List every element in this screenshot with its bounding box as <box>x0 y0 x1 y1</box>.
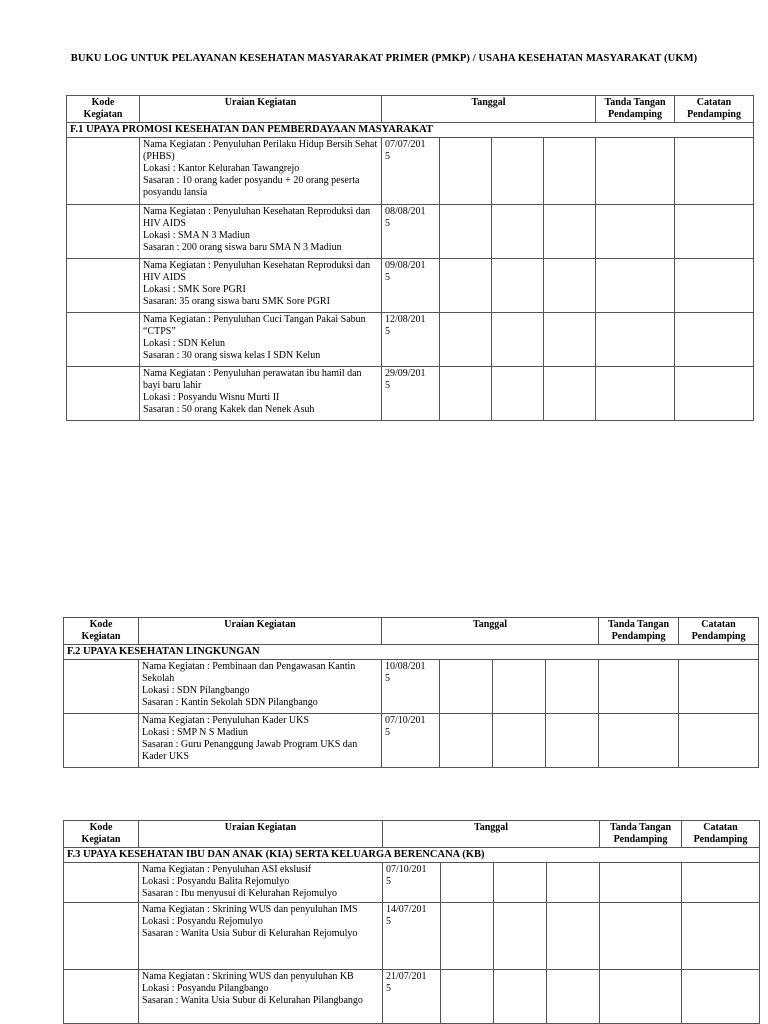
section-title: F.1 UPAYA PROMOSI KESEHATAN DAN PEMBERDAYAAN MASYARAKAT <box>67 123 754 138</box>
empty-cell <box>440 660 493 714</box>
desc-cell: Nama Kegiatan : Penyuluhan Perilaku Hidup Bersih Sehat (PHBS) Lokasi : Kantor Kelurahan Tawangrejo Sasaran : 10 orang kader posyandu + 20 orang peserta posyandu lansia <box>140 138 382 205</box>
notes-cell <box>682 970 760 1024</box>
date-cell: 21/07/201 5 <box>383 970 441 1024</box>
log-table-f1 <box>66 95 754 421</box>
date-cell: 10/08/201 5 <box>382 660 440 714</box>
kode-cell <box>67 205 140 259</box>
header-row <box>64 618 759 645</box>
empty-cell <box>441 903 494 970</box>
header-catatan: Catatan Pendamping <box>679 618 759 645</box>
table-row <box>67 367 754 421</box>
notes-cell <box>675 259 754 313</box>
signature-cell <box>596 313 675 367</box>
empty-cell <box>544 367 596 421</box>
signature-cell <box>596 367 675 421</box>
section-row <box>67 123 754 138</box>
header-row <box>67 96 754 123</box>
table-row <box>64 660 759 714</box>
table-row <box>64 863 760 903</box>
notes-cell <box>679 714 759 768</box>
desc-cell: Nama Kegiatan : Penyuluhan perawatan ibu hamil dan bayi baru lahir Lokasi : Posyandu Wisnu Murti II Sasaran : 50 orang Kakek dan Nenek Asuh <box>140 367 382 421</box>
empty-cell <box>440 313 492 367</box>
empty-cell <box>440 367 492 421</box>
empty-cell <box>440 259 492 313</box>
notes-cell <box>682 903 760 970</box>
empty-cell <box>494 970 547 1024</box>
empty-cell <box>493 714 546 768</box>
header-uraian: Uraian Kegiatan <box>139 618 382 645</box>
date-cell: 09/08/201 5 <box>382 259 440 313</box>
empty-cell <box>546 714 599 768</box>
notes-cell <box>679 660 759 714</box>
signature-cell <box>596 205 675 259</box>
header-catatan: Catatan Pendamping <box>682 821 760 848</box>
header-tanggal: Tanggal <box>383 821 600 848</box>
date-cell: 07/07/201 5 <box>382 138 440 205</box>
date-cell: 08/08/201 5 <box>382 205 440 259</box>
desc-cell: Nama Kegiatan : Skrining WUS dan penyuluhan KB Lokasi : Posyandu Pilangbango Sasaran : Wanita Usia Subur di Kelurahan Pilangbango <box>139 970 383 1024</box>
desc-cell: Nama Kegiatan : Penyuluhan Kader UKS Lokasi : SMP N S Madiun Sasaran : Guru Penanggung Jawab Program UKS dan Kader UKS <box>139 714 382 768</box>
empty-cell <box>441 863 494 903</box>
desc-cell: Nama Kegiatan : Skrining WUS dan penyuluhan IMS Lokasi : Posyandu Rejomulyo Sasaran : Wanita Usia Subur di Kelurahan Rejomulyo <box>139 903 383 970</box>
header-kode: Kode Kegiatan <box>64 821 139 848</box>
empty-cell <box>544 313 596 367</box>
header-tanda-tangan: Tanda Tangan Pendamping <box>596 96 675 123</box>
empty-cell <box>547 903 600 970</box>
notes-cell <box>682 863 760 903</box>
kode-cell <box>64 660 139 714</box>
header-tanggal: Tanggal <box>382 618 599 645</box>
header-kode: Kode Kegiatan <box>67 96 140 123</box>
signature-cell <box>599 660 679 714</box>
empty-cell <box>494 903 547 970</box>
header-tanda-tangan: Tanda Tangan Pendamping <box>600 821 682 848</box>
notes-cell <box>675 205 754 259</box>
date-cell: 07/10/201 5 <box>382 714 440 768</box>
table-row <box>67 138 754 205</box>
kode-cell <box>64 970 139 1024</box>
empty-cell <box>492 138 544 205</box>
header-catatan: Catatan Pendamping <box>675 96 754 123</box>
desc-cell: Nama Kegiatan : Pembinaan dan Pengawasan Kantin Sekolah Lokasi : SDN Pilangbango Sasaran : Kantin Sekolah SDN Pilangbango <box>139 660 382 714</box>
document-title: BUKU LOG UNTUK PELAYANAN KESEHATAN MASYARAKAT PRIMER (PMKP) / USAHA KESEHATAN MASYARAKAT (UKM) <box>70 53 698 64</box>
empty-cell <box>547 863 600 903</box>
section-title: F.3 UPAYA KESEHATAN IBU DAN ANAK (KIA) SERTA KELUARGA BERENCANA (KB) <box>64 848 760 863</box>
empty-cell <box>494 863 547 903</box>
empty-cell <box>493 660 546 714</box>
signature-cell <box>600 863 682 903</box>
notes-cell <box>675 313 754 367</box>
empty-cell <box>492 205 544 259</box>
table-row <box>67 259 754 313</box>
desc-cell: Nama Kegiatan : Penyuluhan Kesehatan Reproduksi dan HIV AIDS Lokasi : SMK Sore PGRI Sasaran: 35 orang siswa baru SMK Sore PGRI <box>140 259 382 313</box>
header-kode: Kode Kegiatan <box>64 618 139 645</box>
empty-cell <box>440 714 493 768</box>
table-row <box>64 970 760 1024</box>
kode-cell <box>64 863 139 903</box>
header-uraian: Uraian Kegiatan <box>140 96 382 123</box>
empty-cell <box>440 138 492 205</box>
notes-cell <box>675 138 754 205</box>
table-row <box>67 205 754 259</box>
notes-cell <box>675 367 754 421</box>
section-row <box>64 848 760 863</box>
date-cell: 07/10/201 5 <box>383 863 441 903</box>
date-cell: 14/07/201 5 <box>383 903 441 970</box>
empty-cell <box>492 367 544 421</box>
empty-cell <box>547 970 600 1024</box>
date-cell: 12/08/201 5 <box>382 313 440 367</box>
signature-cell <box>600 970 682 1024</box>
signature-cell <box>600 903 682 970</box>
desc-cell: Nama Kegiatan : Penyuluhan ASI ekslusif Lokasi : Posyandu Balita Rejomulyo Sasaran : Ibu menyusui di Kelurahan Rejomulyo <box>139 863 383 903</box>
desc-cell: Nama Kegiatan : Penyuluhan Kesehatan Reproduksi dan HIV AIDS Lokasi : SMA N 3 Madiun Sasaran : 200 orang siswa baru SMA N 3 Madiun <box>140 205 382 259</box>
section-row <box>64 645 759 660</box>
signature-cell <box>599 714 679 768</box>
desc-cell: Nama Kegiatan : Penyuluhan Cuci Tangan Pakai Sabun “CTPS” Lokasi : SDN Kelun Sasaran : 30 orang siswa kelas I SDN Kelun <box>140 313 382 367</box>
kode-cell <box>64 903 139 970</box>
kode-cell <box>67 367 140 421</box>
empty-cell <box>492 313 544 367</box>
header-tanda-tangan: Tanda Tangan Pendamping <box>599 618 679 645</box>
header-row <box>64 821 760 848</box>
empty-cell <box>492 259 544 313</box>
kode-cell <box>67 138 140 205</box>
signature-cell <box>596 138 675 205</box>
header-uraian: Uraian Kegiatan <box>139 821 383 848</box>
date-cell: 29/09/201 5 <box>382 367 440 421</box>
header-tanggal: Tanggal <box>382 96 596 123</box>
kode-cell <box>64 714 139 768</box>
empty-cell <box>440 205 492 259</box>
empty-cell <box>544 205 596 259</box>
log-table-f2 <box>63 617 759 768</box>
table-row <box>64 714 759 768</box>
kode-cell <box>67 313 140 367</box>
empty-cell <box>544 138 596 205</box>
table-row <box>64 903 760 970</box>
signature-cell <box>596 259 675 313</box>
section-title: F.2 UPAYA KESEHATAN LINGKUNGAN <box>64 645 759 660</box>
empty-cell <box>544 259 596 313</box>
log-table-f3 <box>63 820 760 1024</box>
kode-cell <box>67 259 140 313</box>
empty-cell <box>441 970 494 1024</box>
table-row <box>67 313 754 367</box>
empty-cell <box>546 660 599 714</box>
